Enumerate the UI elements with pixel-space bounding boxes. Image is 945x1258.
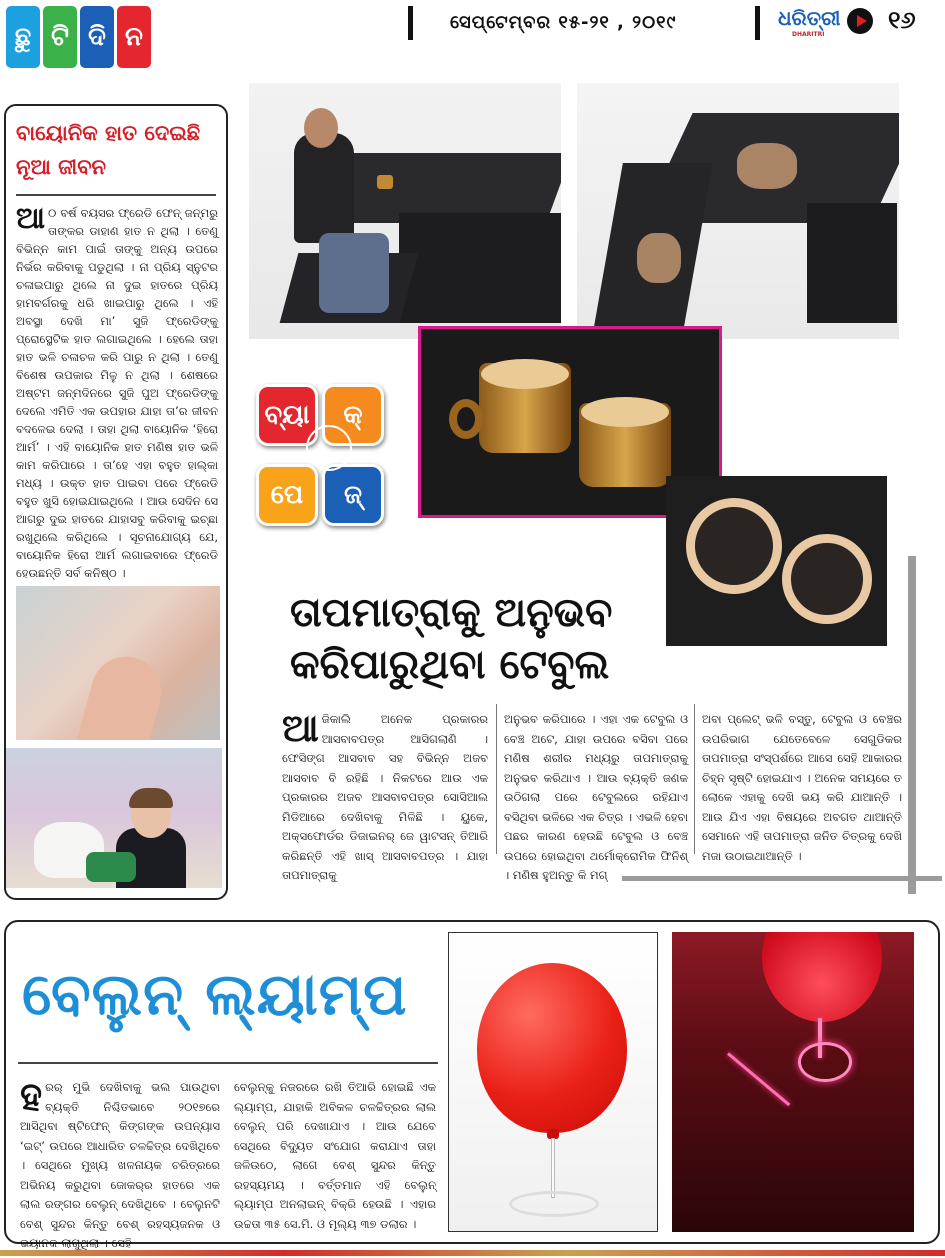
brand-logo: ଧରିତ୍ରୀ bbox=[778, 6, 841, 30]
gray-frame-vertical bbox=[908, 556, 916, 894]
photo-heat-print-2 bbox=[637, 233, 681, 283]
footer-bar bbox=[0, 1250, 945, 1256]
gray-frame-horizontal bbox=[622, 876, 942, 881]
balloon-lamp-glow-photo bbox=[672, 932, 914, 1232]
photo-cup-handle bbox=[449, 399, 483, 439]
back-to-basics-tile-3: ପେ bbox=[256, 464, 318, 526]
photo-cup-1-milk bbox=[481, 359, 569, 389]
column-divider-2 bbox=[694, 704, 695, 854]
table-with-heat-prints-photo bbox=[577, 83, 899, 339]
play-icon bbox=[847, 8, 873, 34]
photo-table-side bbox=[807, 203, 897, 323]
header-divider-left bbox=[408, 6, 413, 40]
page-number: ୧୬ bbox=[888, 6, 916, 34]
balloon-divider bbox=[18, 1062, 438, 1064]
column-divider-1 bbox=[496, 704, 497, 854]
balloon-article-col1-text: ରର୍‌ ମୁଭି ଦେଖିବାକୁ ଭଲ ପାଉଥିବା ବ୍ୟକ୍ତି ନିଶ୍ଚିତଭାବେ ୨୦୧୭ରେ ଆସିଥିବା ଷ୍ଟିଫେନ୍‌ କିଙ୍ଗଙ୍କ ଉପନ୍ୟାସ ‘ଇଟ୍‌’ ଉପରେ ଆଧାରିତ ଚଳଚ୍ଚିତ୍ର ଦେଖିଥିବେ । ସେଥିରେ ମୁଖ୍ୟ ଖଳନାୟକ ଚରିତ୍ରରେ ଅଭିନୟ କରୁଥିବା ଜୋକର୍‌ର ହାତରେ ଏକ ଲାଲ ରଙ୍ଗର ବେଲୁନ୍‌ ଦେଖିଥିବେ । ବେଲୁନଟି ବେଶ୍‌ ସୁନ୍ଦର କିନ୍ତୁ ବେଶ୍‌ ରହସ୍ୟଜନକ ଓ ଭୟାନକ ଲାଗୁଥିଲା । ସେହି bbox=[20, 1080, 220, 1250]
photo-table-leg bbox=[399, 213, 561, 323]
bionic-hand-photo bbox=[16, 586, 220, 740]
back-to-basics-tile-4: ଜ୍ bbox=[322, 464, 384, 526]
brand-logo-sub: DHARITRI bbox=[792, 31, 825, 38]
section-tile-3: ଦି bbox=[80, 6, 114, 68]
sidebar-body-text: ୦ ବର୍ଷ ବୟସର ଫ୍ରେଡି ଫେନ୍‌ ଜନ୍ମରୁ ତାଙ୍କର ଡାହାଣ ହାତ ନ ଥିଲା । ତେଣୁ ବିଭିନ୍ନ କାମ ପାଇଁ ତାଙ୍କୁ ଅନ୍ୟ ଉପରେ ନିର୍ଭର କରିବାକୁ ପଡୁଥିଲା । ନା ପ୍ରିୟ ସ୍ନୁଟର ଚଳାଇପାରୁ ଥିଲେ ନା ଦୁଇ ହାତରେ ପ୍ରିୟ ହାମବର୍ଗରକୁ ଧରି ଖାଇପାରୁ ଥିଲେ । ଏହି ଅବସ୍ଥା ଦେଖି ମା’ ସୁଜି ଫ୍ରେଡିଙ୍କୁ ପ୍ରୋସ୍ଥେଟିକ ହାତ ଲଗାଇଥିଲେ । ହେଲେ ତାହା ହାତ ଭଳି ଚଳାଚଳ କରି ପାରୁ ନ ଥିଲା । ତେଣୁ ବିଶେଷ ଉପକାର ମିଳୁ ନ ଥିଲା । ଶେଷରେ ଅଷ୍ଟମ ଜନ୍ମଦିନରେ ସୁଜି ପୁଅ ଫ୍ରେଡିଙ୍କୁ ଦେଲେ ଏମିତି ଏକ ଉପହାର ଯାହା ତା’ର ଜୀବନ ବଦଳେଇ ଦେଲା । ତାହା ଥିଲା ବାୟୋନିକ ‘ହିରୋ ଆର୍ମ’ । ଏହି ବାୟୋନିକ ହାତ ମଣିଷ ହାତ ଭଳି କାମ କରିପାରେ । ତା’ହେ ଏହା ବହୁତ ହାଲ୍‌କା ମଧ୍ୟ । ଉକ୍ତ ହାତ ପାଇବା ପରେ ଫ୍ରେଡି ବହୁତ ଖୁସି ହୋଇଯାଇଥିଲେ । ଆଉ ସେଦିନ ସେ ଆଗରୁ ଦୁଇ ହାତରେ ଯାହାସବୁ କରିବାକୁ ଇଚ୍ଛା ରଖୁଥିଲେ କରିଥିଲେ । ସୂଚନାଯୋଗ୍ୟ ଯେ, ବାୟୋନିକ ହିରୋ ଆର୍ମ ଲଗାଇବାରେ ଫ୍ରେଡି ହେଉଛନ୍ତି ସର୍ବ କନିଷ୍ଠ । bbox=[16, 206, 218, 580]
balloon-lamp-headline: ବେଲୁନ୍‌ ଲ୍ୟାମ୍ପ bbox=[22, 960, 408, 1028]
thumb-shape bbox=[73, 649, 169, 740]
balloon-lamp-photo bbox=[448, 932, 658, 1232]
section-tile-4: ନ bbox=[117, 6, 151, 68]
photo-person-legs bbox=[319, 233, 389, 313]
header-divider-right bbox=[755, 6, 760, 40]
sidebar-dropcap: ଆ bbox=[16, 201, 46, 236]
back-to-basics-tile-1: ବ୍ୟା bbox=[256, 384, 318, 446]
balloon-article-col1 bbox=[20, 1074, 220, 1254]
photo-person-body bbox=[294, 133, 354, 243]
table-article-col1-text: ଜିକାଲି ଅନେକ ପ୍ରକାରର ଆସବାବପତ୍ର ଆସିଗଲାଣି । ଫେସିଙ୍ଗ ଆସବାବ ସହ ବିଭିନ୍ନ ଅଜବ ଆସବାବ ବି ରହିଛି । ନିକଟରେ ଆଉ ଏକ ପ୍ରକାରର ଅଜବ ଆସବାବପତ୍ର ସୋସିଆଲ ମିଡିଆରେ ଦେଖିବାକୁ ମିଳିଛି । ୟୁକେ, ଅକ୍ସଫୋର୍ଡର ଡିଜାଇନର୍‌ ଜେ ୱାଟସନ୍‌ ତିଆରି କରିଛନ୍ତି ଏହି ଖାସ୍‌ ଆସବାବପତ୍ର । ଯାହା ତାପମାତ୍ରାକୁ bbox=[282, 712, 488, 882]
sidebar-headline: ବାୟୋନିକ ହାତ ଦେଇଛି ନୂଆ ଜୀବନ bbox=[16, 121, 201, 179]
sidebar-divider bbox=[16, 194, 216, 196]
photo-mug bbox=[377, 175, 393, 189]
section-tile-2: ଟି bbox=[43, 6, 77, 68]
photo-red-balloon bbox=[477, 963, 627, 1133]
sidebar-article-body bbox=[16, 201, 218, 582]
table-article-dropcap: ଆ bbox=[282, 706, 319, 750]
photo-ring-2 bbox=[782, 534, 872, 624]
section-logo bbox=[6, 6, 151, 68]
photo-lamp-base bbox=[509, 1191, 599, 1217]
back-to-basics-ring bbox=[306, 425, 352, 471]
balloon-article-col2: ବେଲୁନ୍‌କୁ ନଜରରେ ରଖି ତିଆରି ହୋଇଛି ଏକ ଲ୍ୟାମ୍ପ, ଯାହାକି ଅବିକଳ ଚଳଚ୍ଚିତ୍ରର ଲାଲ ବେଲୁନ୍‌ ପରି ଦେଖାଯାଏ । ଆଉ ଯେବେ ସେଥିରେ ବିଦ୍ୟୁତ ସଂଯୋଗ କରାଯାଏ ତାହା ଜଳିଉଠେ, ଲାଗେ ବେଶ୍‌ ସୁନ୍ଦର କିନ୍ତୁ ରହସ୍ୟମୟ । ବର୍ତ୍ତମାନ ଏହି ବେଲୁନ୍‌ ଲ୍ୟାମ୍ପ ଅନଲାଇନ୍‌ ବିକ୍ରି ହେଉଛି । ଏହାର ଉଚ୍ଚତା ୩୫ ସେ.ମି. ଓ ମୂଲ୍ୟ ୩୭ ଡଲାର । bbox=[234, 1080, 436, 1231]
photo-glow-base bbox=[798, 1042, 852, 1082]
table-article-col2: ଅନୁଭବ କରିପାରେ । ଏହା ଏକ ଟେବୁଲ ଓ ବେଞ୍ଚ ଅଟେ, ଯାହା ଉପରେ ବସିବା ପରେ ମଣିଷ ଶରୀର ମଧ୍ୟରୁ ତାପମାତ୍ରାକୁ ଅନୁଭବ କରିଥାଏ । ଆଉ ବ୍ୟକ୍ତି ଜଣକ ଉଠିଗଲା ପରେ ଟେବୁଲରେ ରହିଯାଏ ବସିଥିବା ଭଳିରେ ଏକ ଚିତ୍ର । ଏଭଳି ହେବା ପଛର କାରଣ ହେଉଛି ଟେବୁଲ ଓ ବେଞ୍ଚ ଉପରେ ହୋଇଥିବା ଥର୍ମୋକ୍ରୋମିକ ଫିନିଶ୍‌ । ମଣିଷ ହୁଅନ୍ତୁ କି ମଗ୍‌ bbox=[504, 712, 688, 882]
issue-date: ସେପ୍ଟେମ୍ବର ୧୫-୨୧ , ୨୦୧୯ bbox=[450, 12, 677, 33]
photo-glowing-balloon bbox=[762, 932, 882, 1022]
photo-glow-cable bbox=[727, 1052, 790, 1106]
table-headline-line2: କରିପାରୁଥିବା ଟେବୁଲ bbox=[290, 642, 610, 688]
photo-hair bbox=[129, 788, 173, 808]
boy-with-dog-photo bbox=[6, 748, 222, 888]
back-to-basics-tile-2: କ୍ bbox=[322, 384, 384, 446]
table-headline-line1: ତାପମାତ୍ରାକୁ ଅନୁଭବ bbox=[290, 590, 613, 636]
section-tile-1: ଛୁ bbox=[6, 6, 40, 68]
table-article-col1 bbox=[282, 706, 488, 886]
photo-cup-2-milk bbox=[581, 397, 669, 427]
photo-heat-print-1 bbox=[737, 143, 797, 189]
heat-rings-photo bbox=[666, 476, 887, 646]
table-article-col3: ଅବା ପ୍ଲେଟ୍‌ ଭଳି ବସ୍ତୁ, ଟେବୁଲ ଓ ବେଞ୍ଚର ଉପରିଭାଗ ଯେତେବେଳେ ସେଗୁଡିକର ତାପମାତ୍ରା ସଂସ୍ପର୍ଶରେ ଆସେ ସେହି ଆକାରର ଚିହ୍ନ ସୃଷ୍ଟି ହୋଇଯାଏ । ଅନେକ ସମୟରେ ତ ଲୋକେ ଏହାକୁ ଦେଖି ଭୟ କରି ଯାଆନ୍ତି । ଆଉ ଯିଏ ଏହା ବିଷୟରେ ଅବଗତ ଥାଆନ୍ତି ସେମାନେ ଏହି ତାପମାତ୍ରା ଜନିତ ଚିତ୍ରକୁ ଦେଖି ମଜା ଉଠାଇଥାଆନ୍ତି । bbox=[702, 712, 902, 863]
photo-toy bbox=[86, 852, 136, 882]
photo-ring-1 bbox=[686, 498, 782, 594]
photo-person-head bbox=[304, 108, 338, 148]
balloon-article-dropcap: ହ bbox=[20, 1074, 43, 1118]
man-at-table-photo bbox=[249, 83, 561, 339]
photo-lamp-stem bbox=[551, 1138, 555, 1198]
